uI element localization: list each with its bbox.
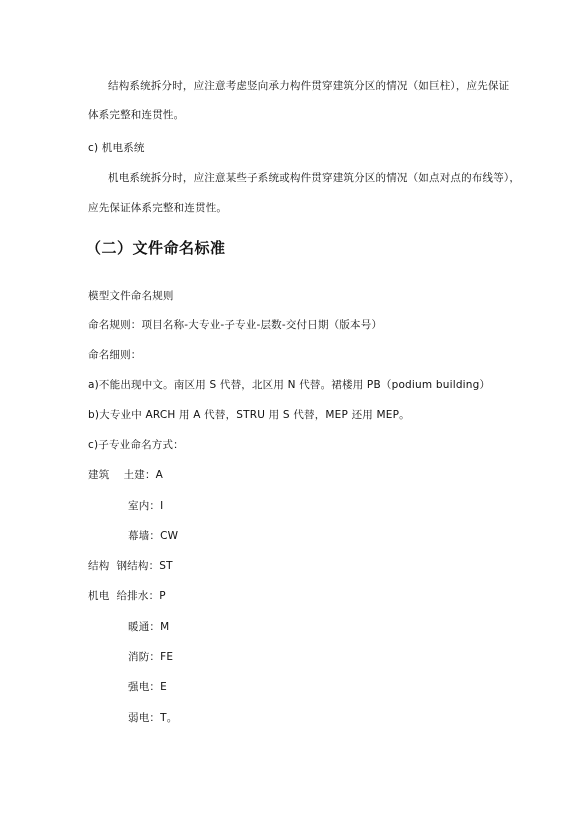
struct-steel: 钢结构：ST — [116, 560, 173, 572]
mep-label: 机电 — [88, 590, 110, 602]
paragraph-structure-line-1: 结构系统拆分时，应注意考虑竖向承力构件贯穿建筑分区的情况（如巨柱），应先保证 — [108, 80, 510, 92]
struct-label: 结构 — [88, 560, 110, 572]
section-c-label: c) 机电系统 — [88, 142, 145, 154]
arch-curtain-wall: 幕墙：CW — [128, 530, 179, 542]
arch-label: 建筑 — [88, 469, 110, 481]
arch-civil: 土建：A — [123, 469, 164, 481]
paragraph-mep-line-1: 机电系统拆分时，应注意某些子系统或构件贯穿建筑分区的情况（如点对点的布线等）， — [108, 172, 521, 184]
mep-low-voltage: 弱电：T。 — [128, 712, 178, 724]
arch-interior: 室内：I — [128, 500, 164, 512]
naming-rules-title: 模型文件命名规则 — [88, 290, 174, 302]
struct-row — [88, 559, 173, 573]
mep-row — [88, 589, 166, 603]
naming-details-title: 命名细则： — [88, 349, 142, 361]
mep-power: 强电：E — [128, 681, 167, 693]
mep-fire: 消防：FE — [128, 651, 174, 663]
paragraph-structure-line-2: 体系完整和连贯性。 — [88, 109, 185, 121]
paragraph-mep-line-2: 应先保证体系完整和连贯性。 — [88, 202, 228, 214]
section-heading-file-naming: （二）文件命名标准 — [86, 239, 226, 257]
naming-item-b: b)大专业中 ARCH 用 A 代替，STRU 用 S 代替，MEP 还用 MEP。 — [88, 409, 410, 421]
naming-item-c: c)子专业命名方式： — [88, 439, 184, 451]
naming-rule: 命名规则：项目名称-大专业-子专业-层数-交付日期（版本号） — [88, 319, 383, 331]
naming-item-a: a)不能出现中文。南区用 S 代替，北区用 N 代替。裙楼用 PB（podium building） — [88, 379, 491, 391]
mep-plumbing: 给排水：P — [116, 590, 166, 602]
arch-row — [88, 468, 163, 482]
mep-hvac: 暖通：M — [128, 621, 170, 633]
